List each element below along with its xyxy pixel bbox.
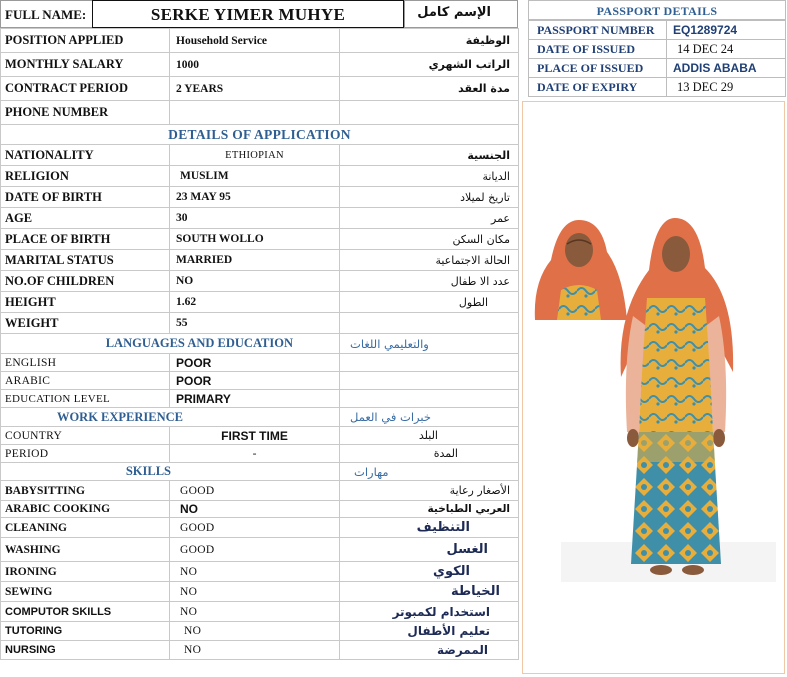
row-religion [1,166,519,187]
tutoring-label: TUTORING [1,622,170,641]
weight-value: 55 [170,313,340,334]
country-arabic: البلد [340,427,519,445]
row-education-level [1,390,519,408]
computer-skills-arabic: استخدام لكمبوتر [340,602,519,622]
contract-label: CONTRACT PERIOD [1,77,170,101]
washing-label: WASHING [1,538,170,562]
country-label: COUNTRY [1,427,170,445]
row-tutoring [1,622,519,641]
row-babysitting [1,481,519,501]
languages-section-title: LANGUAGES AND EDUCATION [1,334,340,354]
salary-value: 1000 [170,53,340,77]
arabic-cooking-label: ARABIC COOKING [1,501,170,518]
contract-arabic: مدة العقد [340,77,519,101]
issue-date-value: 14 DEC 24 [667,40,786,59]
row-arabic-cooking [1,501,519,518]
row-country [1,427,519,445]
skills-section-header [1,463,519,481]
work-section-title: WORK EXPERIENCE [1,408,340,427]
passport-details [528,0,786,97]
row-arabic [1,372,519,390]
religion-value: MUSLIM [170,166,340,187]
dob-value: 23 MAY 95 [170,187,340,208]
ironing-label: IRONING [1,562,170,582]
education-value: PRIMARY [170,390,340,408]
portrait-photo [533,220,627,322]
age-value: 30 [170,208,340,229]
place-of-birth-label: PLACE OF BIRTH [1,229,170,250]
passport-number-value: EQ1289724 [667,21,786,40]
religion-label: RELIGION [1,166,170,187]
row-position-applied [1,29,519,53]
row-age [1,208,519,229]
age-arabic: عمر [340,208,519,229]
salary-label: MONTHLY SALARY [1,53,170,77]
passport-row-expiry [529,78,786,97]
row-height [1,292,519,313]
application-table [0,28,519,660]
age-label: AGE [1,208,170,229]
row-english [1,354,519,372]
work-section-header [1,408,519,427]
weight-label: WEIGHT [1,313,170,334]
education-arabic [340,390,519,408]
photos-illustration [523,102,784,673]
phone-label: PHONE NUMBER [1,101,170,125]
marital-status-label: MARITAL STATUS [1,250,170,271]
row-sewing [1,582,519,602]
row-weight [1,313,519,334]
dob-label: DATE OF BIRTH [1,187,170,208]
passport-title: PASSPORT DETAILS [528,0,786,20]
period-arabic: المدة [340,445,519,463]
expiry-label: DATE OF EXPIRY [529,78,667,97]
ironing-value: NO [170,562,340,582]
height-label: HEIGHT [1,292,170,313]
full-name-arabic: الإسم كامل [404,0,518,28]
arabic-arabic [340,372,519,390]
arabic-cooking-arabic: العربي الطباخية [340,501,519,518]
details-section-title: DETAILS OF APPLICATION [1,125,519,145]
row-contract-period [1,77,519,101]
height-value: 1.62 [170,292,340,313]
washing-arabic: الغسل [340,538,519,562]
skills-section-arabic: مهارات [340,463,519,481]
work-section-arabic: خبرات في العمل [340,408,519,427]
arabic-label: ARABIC [1,372,170,390]
computer-skills-label: COMPUTOR SKILLS [1,602,170,622]
nationality-value: ETHIOPIAN [170,145,340,166]
nursing-value: NO [170,641,340,660]
babysitting-label: BABYSITTING [1,481,170,501]
cleaning-label: CLEANING [1,518,170,538]
position-arabic: الوظيفة [340,29,519,53]
phone-arabic [340,101,519,125]
religion-arabic: الديانة [340,166,519,187]
row-nursing [1,641,519,660]
row-monthly-salary [1,53,519,77]
position-label: POSITION APPLIED [1,29,170,53]
row-place-of-birth [1,229,519,250]
phone-value [170,101,340,125]
expiry-value: 13 DEC 29 [667,78,786,97]
children-value: NO [170,271,340,292]
computer-skills-value: NO [170,602,340,622]
row-computer-skills [1,602,519,622]
period-value: - [170,445,340,463]
period-label: PERIOD [1,445,170,463]
height-arabic: الطول [340,292,519,313]
passport-row-issued-place [529,59,786,78]
sewing-label: SEWING [1,582,170,602]
country-value: FIRST TIME [170,427,340,445]
row-marital-status [1,250,519,271]
nursing-arabic: الممرضة [340,641,519,660]
cleaning-arabic: التنظيف [340,518,519,538]
full-name-row [0,0,518,28]
marital-status-arabic: الحالة الاجتماعية [340,250,519,271]
skills-section-title: SKILLS [1,463,340,481]
place-of-birth-arabic: مكان السكن [340,229,519,250]
children-label: NO.OF CHILDREN [1,271,170,292]
weight-arabic [340,313,519,334]
full-name-label: FULL NAME: [0,0,92,28]
row-nationality [1,145,519,166]
salary-arabic: الراتب الشهري [340,53,519,77]
row-ironing [1,562,519,582]
sewing-arabic: الخياطة [340,582,519,602]
passport-table [528,20,786,97]
education-label: EDUCATION LEVEL [1,390,170,408]
tutoring-arabic: تعليم الأطفال [340,622,519,641]
babysitting-value: GOOD [170,481,340,501]
contract-value: 2 YEARS [170,77,340,101]
issue-place-value: ADDIS ABABA [667,59,786,78]
passport-number-label: PASSPORT NUMBER [529,21,667,40]
nationality-label: NATIONALITY [1,145,170,166]
passport-row-issued-date [529,40,786,59]
sewing-value: NO [170,582,340,602]
ironing-arabic: الكوي [340,562,519,582]
cleaning-value: GOOD [170,518,340,538]
position-value: Household Service [170,29,340,53]
row-period [1,445,519,463]
marital-status-value: MARRIED [170,250,340,271]
passport-row-number [529,21,786,40]
babysitting-arabic: الأصغار رعاية [340,481,519,501]
nursing-label: NURSING [1,641,170,660]
children-arabic: عدد الا طفال [340,271,519,292]
row-phone-number [1,101,519,125]
row-cleaning [1,518,519,538]
languages-section-header [1,334,519,354]
full-name-value: SERKE YIMER MUHYE [92,0,404,28]
dob-arabic: تاريخ لميلاد [340,187,519,208]
details-section-header [1,125,519,145]
english-arabic [340,354,519,372]
row-washing [1,538,519,562]
row-children [1,271,519,292]
issue-date-label: DATE OF ISSUED [529,40,667,59]
english-label: ENGLISH [1,354,170,372]
arabic-cooking-value: NO [170,501,340,518]
english-value: POOR [170,354,340,372]
tutoring-value: NO [170,622,340,641]
photo-frame [522,101,785,674]
washing-value: GOOD [170,538,340,562]
languages-section-arabic: والتعليمي اللغات [340,334,519,354]
row-date-of-birth [1,187,519,208]
arabic-value: POOR [170,372,340,390]
issue-place-label: PLACE OF ISSUED [529,59,667,78]
place-of-birth-value: SOUTH WOLLO [170,229,340,250]
nationality-arabic: الجنسية [340,145,519,166]
